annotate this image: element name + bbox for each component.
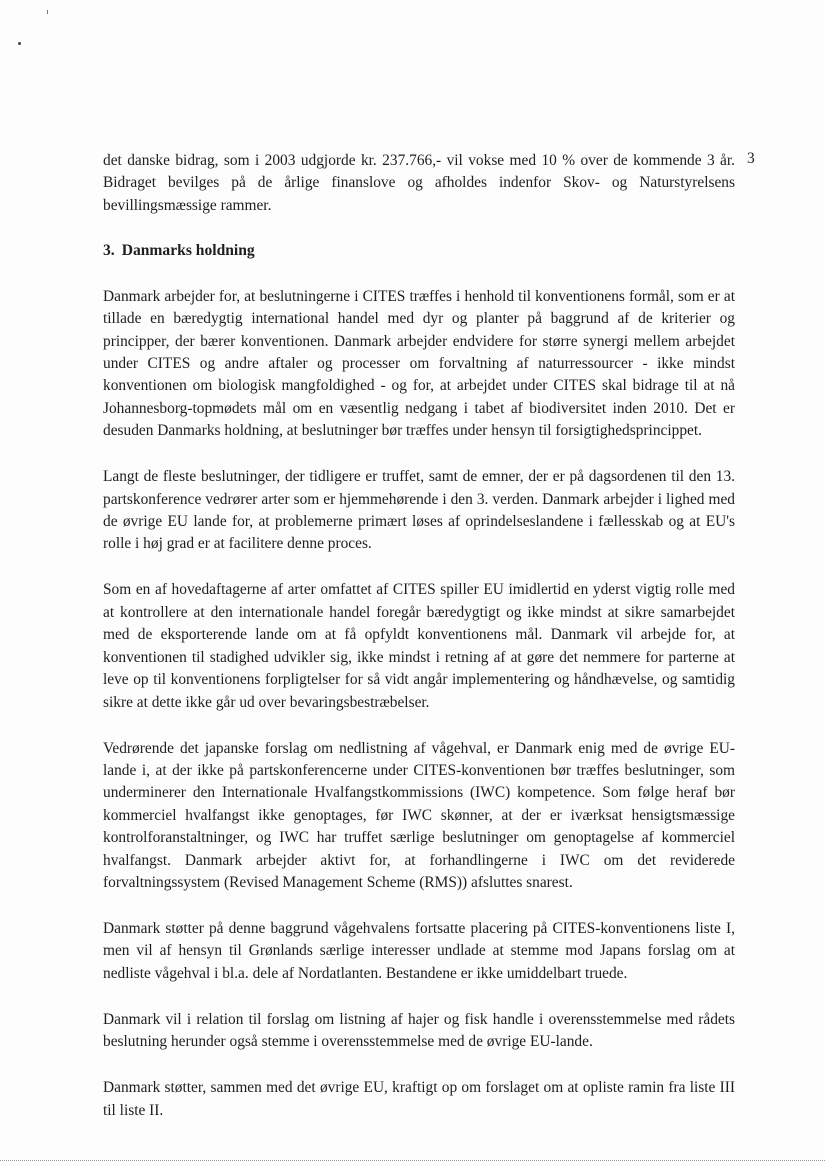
paragraph-decisions-third-world: Langt de fleste beslutninger, der tidligere er truffet, samt de emner, der er på dagsordenen til den 13. partskonference vedrører arter som er hjemmehørende i den 3. verden. Danmark arbejder i lighed med de øvrige EU lande for, at problemerne primært løses af oprindelseslandene i fællesskab og at EU's rolle i høj grad er at facilitere denne proces.	[103, 468, 735, 553]
paragraph-cites-purpose: Danmark arbejder for, at beslutningerne i CITES træffes i henhold til konventionens formål, som er at tillade en bæredygtig international handel med dyr og planter på baggrund af de kriterier og principper, der bærer konventionen. Danmark arbejder endvidere for større synergi mellem arbejdet under CITES og andre aftaler og processer om forvaltning af naturressourcer - ikke mindst konventionen om biologisk mangfoldighed - og for, at arbejdet under CITES skal bidrage til at nå Johannesborg-topmødets mål om en væsentlig nedgang i tabet af biodiversitet inden 2010. Det er desuden Danmarks holdning, at beslutninger bør træffes under hensyn til forsigtighedsprincippet.	[103, 287, 735, 440]
page-number: 3	[747, 150, 755, 167]
paragraph-sharks-fish: Danmark vil i relation til forslag om listning af hajer og fisk handle i overensstemmelse med rådets beslutning herunder også stemme i overensstemmelse med de øvrige EU-lande.	[103, 1010, 735, 1051]
paragraph-ramin: Danmark støtter, sammen med det øvrige EU, kraftigt op om forslaget om at opliste ramin fra liste III til liste II.	[103, 1079, 735, 1119]
section-heading	[103, 240, 735, 262]
scan-bottom-edge	[0, 1160, 825, 1161]
scan-mark	[47, 10, 48, 14]
document-body	[103, 150, 735, 1122]
scan-speck	[18, 42, 21, 45]
section-number: 3.	[103, 242, 115, 260]
paragraph-budget-contribution: det danske bidrag, som i 2003 udgjorde kr. 237.766,- vil vokse med 10 % over de kommende 3 år. Bidraget bevilges på de årlige finanslove og afholdes indenfor Skov- og Naturstyrelsens bevillingsmæssige rammer.	[103, 152, 735, 214]
section-title: Danmarks holdning	[121, 242, 255, 260]
paragraph-eu-role: Som en af hovedaftagerne af arter omfattet af CITES spiller EU imidlertid en yderst vigtig rolle med at kontrollere at den internationale handel foregår bæredygtigt og ikke mindst at sikre samarbejdet med de eksporterende lande om at få opfyldt konventionens mål. Danmark vil arbejde for, at konventionen til stadighed udvikler sig, ikke mindst i retning af at gøre det nemmere for parterne at leve op til konventionens forpligtelser for så vidt angår implementering og håndhævelse, og samtidig sikre at dette ikke går ud over bevaringsbestræbelser.	[103, 581, 735, 711]
paragraph-minke-whale-position: Danmark støtter på denne baggrund vågehvalens fortsatte placering på CITES-konventionens liste I, men vil af hensyn til Grønlands særlige interesser undlade at stemme mod Japans forslag om at nedliste vågehval i bl.a. dele af Nordatlanten. Bestandene er ikke umiddelbart truede.	[103, 919, 735, 982]
paragraph-minke-whale-proposal: Vedrørende det japanske forslag om nedlistning af vågehval, er Danmark enig med de øvrige EU-lande i, at der ikke på partskonferencerne under CITES-konventionen bør træffes beslutninger, som underminerer den Internationale Hvalfangstkommissions (IWC) kompetence. Som følge heraf bør kommerciel hvalfangst ikke genoptages, før IWC skønner, at der er iværksat hensigtsmæssige kontrolforanstaltninger, og IWC har truffet særlige beslutninger om genoptagelse af kommerciel hvalfangst. Danmark arbejder aktivt for, at forhandlingerne i IWC om det reviderede forvaltningssystem (Revised Management Scheme (RMS)) afsluttes snarest.	[103, 739, 735, 891]
